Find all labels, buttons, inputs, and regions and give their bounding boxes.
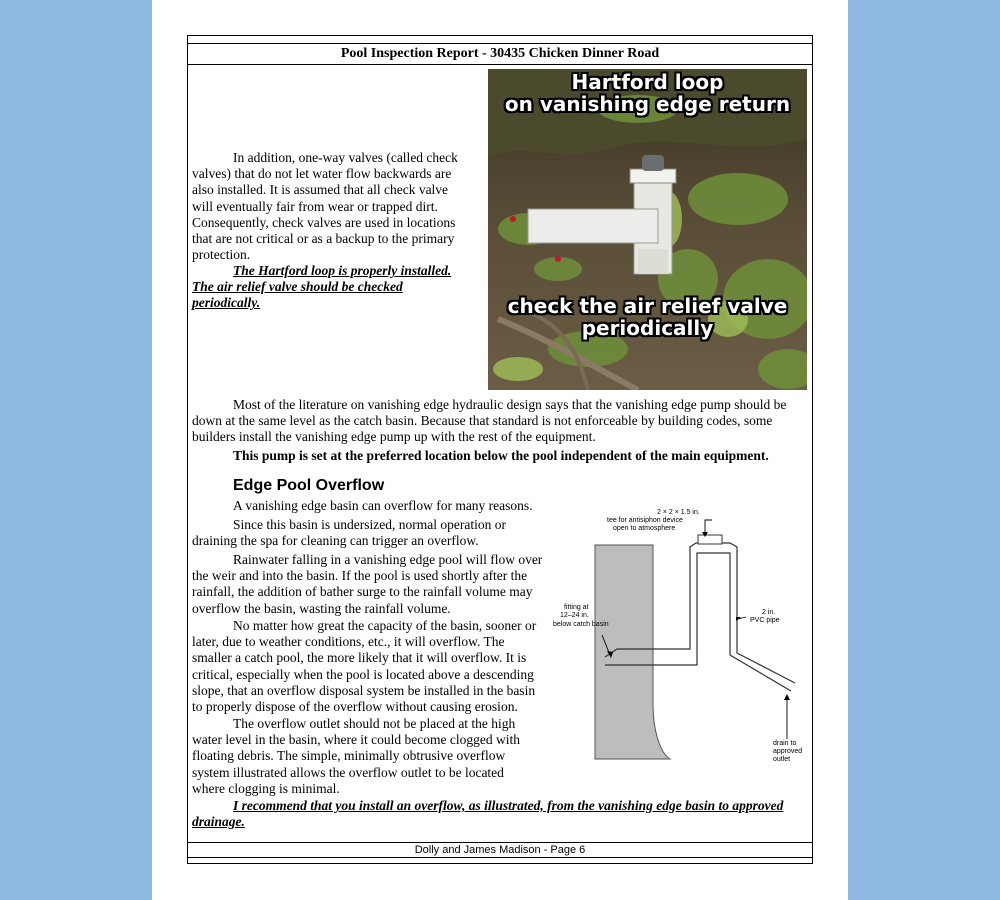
photo-caption-top	[488, 71, 807, 115]
overflow-diagram	[550, 505, 805, 800]
caption-bottom-line-2: periodically	[581, 316, 714, 340]
fitting-label-line-3: below catch basin	[553, 621, 609, 628]
overflow-paragraph-4: No matter how great the capacity of the basin, sooner or later, due to weather conditions, etc., it will overflow. The smaller a catch pool, the more likely that it will overflow. It is critical, especially when the pool is located above a descending slope, that an overflow disposal system be installed in the basin to properly dispose of the overflow without causing erosion.	[192, 618, 537, 715]
hartford-loop-finding: The Hartford loop is properly installed. The air relief valve should be checked periodically.	[192, 263, 452, 311]
report-header: Pool Inspection Report - 30435 Chicken Dinner Road	[187, 43, 813, 65]
tee-label	[607, 509, 702, 532]
overflow-paragraph-2: Since this basin is undersized, normal operation or draining the spa for cleaning can trigger an overflow.	[192, 517, 506, 549]
pipe-label-line-2: PVC pipe	[750, 617, 780, 624]
drain-label	[773, 740, 804, 763]
overflow-paragraph-1: A vanishing edge basin can overflow for many reasons.	[233, 498, 533, 513]
pipe-label-line-1: 2 in.	[762, 609, 776, 616]
drain-label-line-2: approved	[773, 748, 803, 755]
tee-label-line-3: open to atmosphere	[613, 525, 676, 532]
check-valves-paragraph: In addition, one-way valves (called check valves) that do not let water flow backwards are also installed. It is assumed that all check valve will eventually fair from wear or trapped dirt. Consequently, check valves are used in locations that are not critical or as a backup to the primary protection.	[192, 150, 458, 263]
photo-image	[488, 69, 807, 390]
basin-wall	[595, 545, 670, 759]
report-footer: Dolly and James Madison - Page 6	[187, 842, 813, 858]
overflow-paragraph-3: Rainwater falling in a vanishing edge pool will flow over the weir and into the basin. If the pool is used shortly after the rainfall, the addition of bather surge to the rainfall volume may overflow the basin, wasting the rainfall volume.	[192, 552, 543, 616]
pump-finding: This pump is set at the preferred location below the pool independent of the main equipment.	[233, 448, 769, 463]
drain-label-line-3: outlet	[773, 756, 791, 763]
hartford-loop-photo	[488, 69, 807, 390]
overflow-recommendation: I recommend that you install an overflow, as illustrated, from the vanishing edge basin to approved drainage.	[192, 798, 784, 830]
antisiphon-tee	[698, 535, 722, 544]
overflow-paragraph-5: The overflow outlet should not be placed at the high water level in the basin, where it could become clogged with floating debris. The simple, minimally obtrusive overflow system illustrated allows the overflow outlet to be located where clogging is minimal.	[192, 716, 521, 796]
caption-top-line-1: Hartford loop	[571, 70, 724, 94]
pipe-label	[750, 609, 780, 624]
fitting-label-line-1: fitting at	[564, 604, 589, 611]
tee-label-line-2: tee for antisiphon device	[607, 517, 683, 524]
drain-label-line-1: drain to	[773, 740, 797, 747]
fitting-label-line-2: 12–24 in.	[560, 612, 589, 619]
section-heading-edge-pool-overflow: Edge Pool Overflow	[233, 477, 385, 494]
caption-top-line-2: on vanishing edge return	[504, 92, 791, 116]
tee-label-line-1: 2 × 2 × 1.5 in.	[657, 509, 700, 516]
photo-caption-bottom	[488, 295, 807, 339]
caption-bottom-line-1: check the air relief valve	[507, 294, 788, 318]
literature-paragraph: Most of the literature on vanishing edge hydraulic design says that the vanishing edge pump should be down at the same level as the catch basin. Because that standard is not enforceable by building codes, some builders install the vanishing edge pump up with the rest of the equipment.	[192, 397, 787, 445]
